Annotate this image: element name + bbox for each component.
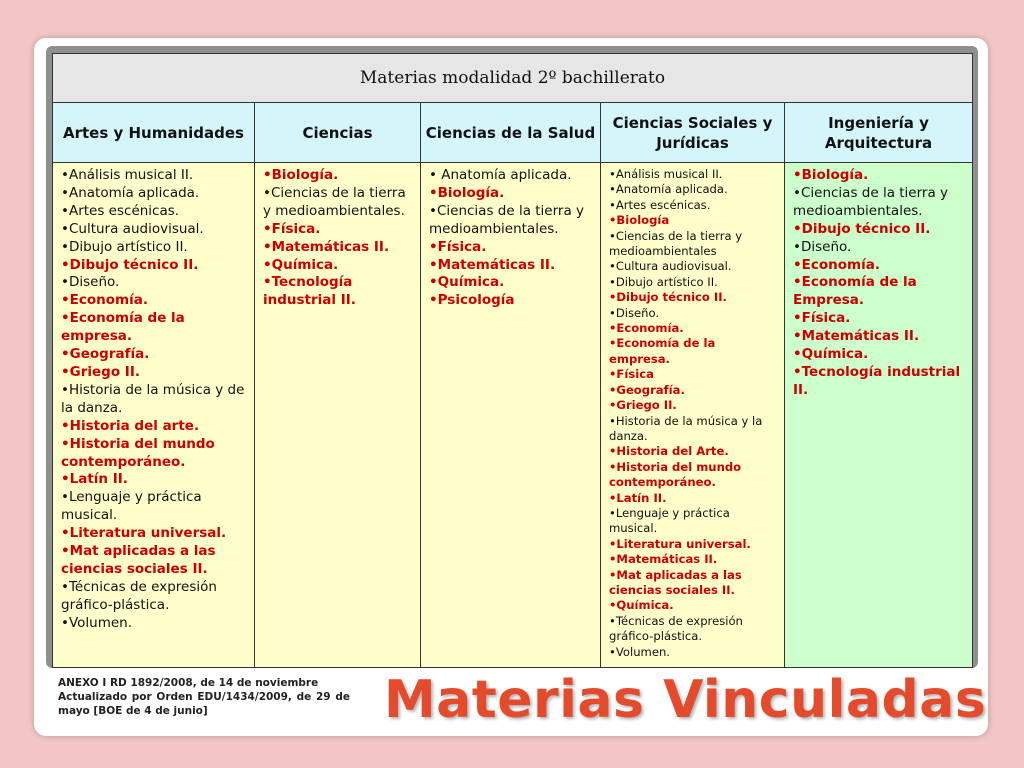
header-ciencias-salud: Ciencias de la Salud	[421, 103, 601, 163]
subject-item: • Mat aplicadas a las ciencias sociales II.	[609, 568, 778, 599]
subject-item: • Técnicas de expresión gráfico-plástica.	[61, 579, 248, 615]
subject-item: • Ciencias de la tierra y medioambientales.	[263, 185, 414, 221]
subject-item: • Biología.	[263, 167, 414, 185]
subject-item: • Química.	[429, 274, 594, 292]
subject-item: • Economía.	[793, 257, 966, 275]
subject-item: • Anatomía aplicada.	[61, 185, 248, 203]
subject-item: • Volumen.	[61, 615, 248, 633]
header-ingenieria-arquitectura: Ingeniería y Arquitectura	[785, 103, 973, 163]
subject-item: • Economía de la empresa.	[61, 310, 248, 346]
subject-item: • Química.	[263, 257, 414, 275]
subject-item: • Anatomía aplicada.	[609, 182, 778, 197]
subject-item: • Historia del mundo contemporáneo.	[609, 460, 778, 491]
subject-item: • Economía.	[61, 292, 248, 310]
subject-item: • Cultura audiovisual.	[609, 259, 778, 274]
subject-item: • Diseño.	[609, 306, 778, 321]
annex-line-1: ANEXO I RD 1892/2008, de 14 de noviembre	[58, 677, 319, 689]
subject-item: • Historia de la música y de la danza.	[61, 382, 248, 418]
header-ciencias: Ciencias	[255, 103, 421, 163]
subject-item: • Literatura universal.	[609, 537, 778, 552]
subject-item: • Matemáticas II.	[609, 552, 778, 567]
subject-item: • Economía.	[609, 321, 778, 336]
subjects-table	[52, 53, 973, 668]
subject-item: • Geografía.	[609, 383, 778, 398]
subject-item: • Mat aplicadas a las ciencias sociales II.	[61, 543, 248, 579]
subject-item: • Lenguaje y práctica musical.	[609, 506, 778, 537]
subject-list-ciencias	[263, 167, 414, 310]
subject-item: • Psicología	[429, 292, 594, 310]
subject-item: • Economía de la Empresa.	[793, 274, 966, 310]
subject-item: • Ciencias de la tierra y medioambientales.	[429, 203, 594, 239]
subject-item: • Anatomía aplicada.	[429, 167, 594, 185]
subject-item: • Cultura audiovisual.	[61, 221, 248, 239]
annex-note	[58, 676, 350, 718]
subject-item: • Física.	[793, 310, 966, 328]
subject-item: • Diseño.	[61, 274, 248, 292]
cell-ciencias-sociales	[601, 163, 785, 668]
subject-item: • Matemáticas II.	[429, 257, 594, 275]
subject-item: • Física.	[429, 239, 594, 257]
subject-list-sociales	[609, 167, 778, 660]
subject-list-ingenieria	[793, 167, 966, 400]
subject-item: • Dibujo técnico II.	[61, 257, 248, 275]
subject-item: • Química.	[793, 346, 966, 364]
subject-item: • Griego II.	[61, 364, 248, 382]
subject-item: • Lenguaje y práctica musical.	[61, 489, 248, 525]
subject-item: • Griego II.	[609, 398, 778, 413]
subject-item: • Historia del arte.	[61, 418, 248, 436]
annex-line-2: Actualizado por Orden EDU/1434/2009, de 29 de mayo [BOE de 4 de junio]	[58, 691, 350, 717]
cell-ingenieria-arquitectura	[785, 163, 973, 668]
table-title: Materias modalidad 2º bachillerato	[53, 54, 973, 103]
subject-item: • Artes escénicas.	[61, 203, 248, 221]
subject-item: • Ciencias de la tierra y medioambientales	[609, 229, 778, 260]
cell-ciencias	[255, 163, 421, 668]
subject-item: • Diseño.	[793, 239, 966, 257]
subject-list-salud	[429, 167, 594, 310]
subject-item: • Economía de la empresa.	[609, 336, 778, 367]
subject-item: • Biología.	[429, 185, 594, 203]
subject-list-artes	[61, 167, 248, 633]
subject-item: • Matemáticas II.	[263, 239, 414, 257]
subject-item: • Latín II.	[61, 471, 248, 489]
subject-item: • Física.	[263, 221, 414, 239]
subject-item: • Literatura universal.	[61, 525, 248, 543]
subject-item: • Dibujo técnico II.	[793, 221, 966, 239]
subject-item: • Física	[609, 367, 778, 382]
subject-item: • Historia de la música y la danza.	[609, 414, 778, 445]
subject-item: • Técnicas de expresión gráfico-plástica.	[609, 614, 778, 645]
slide-title: Materias Vinculadas	[384, 670, 987, 730]
subject-item: • Tecnología industrial II.	[263, 274, 414, 310]
cell-ciencias-salud	[421, 163, 601, 668]
subject-item: • Geografía.	[61, 346, 248, 364]
header-ciencias-sociales: Ciencias Sociales y Jurídicas	[601, 103, 785, 163]
subject-item: • Matemáticas II.	[793, 328, 966, 346]
subject-item: • Dibujo artístico II.	[61, 239, 248, 257]
subject-item: • Latín II.	[609, 491, 778, 506]
subject-item: • Historia del Arte.	[609, 444, 778, 459]
subject-item: • Tecnología industrial II.	[793, 364, 966, 400]
header-artes-humanidades: Artes y Humanidades	[53, 103, 255, 163]
subject-item: • Análisis musical II.	[609, 167, 778, 182]
subject-item: • Artes escénicas.	[609, 198, 778, 213]
subject-item: • Dibujo artístico II.	[609, 275, 778, 290]
subject-item: • Historia del mundo contemporáneo.	[61, 436, 248, 472]
cell-artes-humanidades	[53, 163, 255, 668]
subject-item: • Volumen.	[609, 645, 778, 660]
subject-item: • Análisis musical II.	[61, 167, 248, 185]
subject-item: • Ciencias de la tierra y medioambientales.	[793, 185, 966, 221]
subject-item: • Dibujo técnico II.	[609, 290, 778, 305]
subject-item: • Biología	[609, 213, 778, 228]
subject-item: • Química.	[609, 598, 778, 613]
subject-item: • Biología.	[793, 167, 966, 185]
